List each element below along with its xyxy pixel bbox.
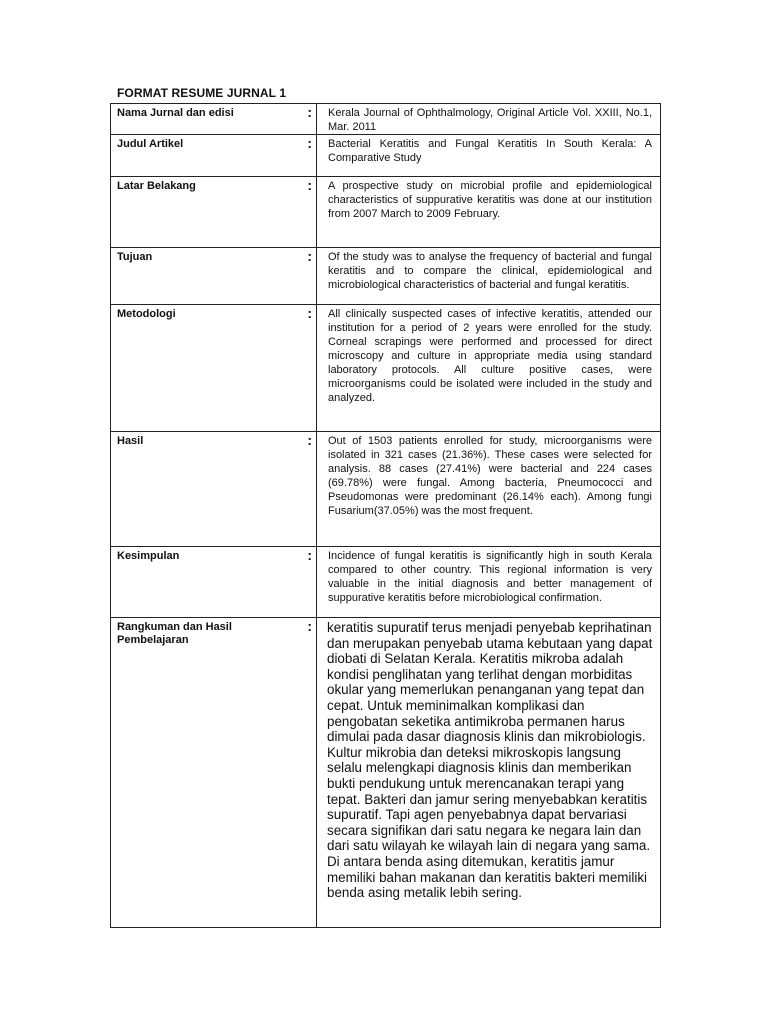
row-label: Metodologi bbox=[111, 305, 304, 432]
row-colon: : bbox=[304, 432, 317, 547]
row-colon: : bbox=[304, 104, 317, 135]
row-value: A prospective study on microbial profile and epidemiological characteristics of suppurative keratitis was done at our institution from 2007 March to 2009 February. bbox=[317, 177, 661, 248]
row-label: Nama Jurnal dan edisi bbox=[111, 104, 304, 135]
row-metodologi bbox=[111, 305, 661, 432]
row-value: Kerala Journal of Ophthalmology, Original Article Vol. XXIII, No.1, Mar. 2011 bbox=[317, 104, 661, 135]
row-hasil bbox=[111, 432, 661, 547]
row-rangkuman bbox=[111, 618, 661, 928]
row-value: All clinically suspected cases of infective keratitis, attended our institution for a period of 2 years were enrolled for the study. Corneal scrapings were performed and processed for direct microscopy and culture in appropriate media using standard laboratory protocols. All culture positive cases, were microorganisms could be isolated were included in the study and analyzed. bbox=[317, 305, 661, 432]
row-tujuan bbox=[111, 248, 661, 305]
row-colon: : bbox=[304, 305, 317, 432]
row-label: Tujuan bbox=[111, 248, 304, 305]
row-value: keratitis supuratif terus menjadi penyebab keprihatinan dan merupakan penyebab utama kebutaan yang dapat diobati di Selatan Kerala. Keratitis mikroba adalah kondisi penglihatan yang terlihat dengan morbiditas okular yang memerlukan penanganan yang tepat dan cepat. Untuk meminimalkan komplikasi dan pengobatan seketika antimikroba permanen harus dimulai pada dasar diagnosis klinis dan mikrobiologis. Kultur mikrobia dan deteksi mikroskopis langsung selalu melengkapi diagnosis klinis dan memberikan bukti pendukung untuk merencanakan terapi yang tepat. Bakteri dan jamur sering menyebabkan keratitis supuratif. Tapi agen penyebabnya dapat bervariasi secara signifikan dari satu negara ke negara lain dan dari satu wilayah ke wilayah lain di negara yang sama. Di antara benda asing ditemukan, keratitis jamur memiliki bahan makanan dan keratitis bakteri memiliki benda asing metalik lebih sering. bbox=[317, 618, 661, 928]
resume-table bbox=[110, 103, 661, 928]
row-label: Kesimpulan bbox=[111, 547, 304, 618]
row-label: Latar Belakang bbox=[111, 177, 304, 248]
row-latar-belakang bbox=[111, 177, 661, 248]
row-colon: : bbox=[304, 135, 317, 177]
row-label: Judul Artikel bbox=[111, 135, 304, 177]
row-value: Of the study was to analyse the frequency of bacterial and fungal keratitis and to compare the clinical, epidemiological and microbiological characteristics of bacterial and fungal keratitis. bbox=[317, 248, 661, 305]
row-label-line: Rangkuman dan Hasil bbox=[117, 621, 232, 633]
document-title: FORMAT RESUME JURNAL 1 bbox=[117, 86, 287, 100]
row-colon: : bbox=[304, 177, 317, 248]
row-nama-jurnal bbox=[111, 104, 661, 135]
row-value: Bacterial Keratitis and Fungal Keratitis In South Kerala: A Comparative Study bbox=[317, 135, 661, 177]
row-label: Hasil bbox=[111, 432, 304, 547]
row-kesimpulan bbox=[111, 547, 661, 618]
row-value: Out of 1503 patients enrolled for study, microorganisms were isolated in 321 cases (21.36%). These cases were selected for analysis. 88 cases (27.41%) were bacterial and 224 cases (69.78%) were fungal. Among bacteria, Pneumococci and Pseudomonas were predominant (26.14% each). Among fungi Fusarium(37.05%) was the most frequent. bbox=[317, 432, 661, 547]
row-colon: : bbox=[304, 248, 317, 305]
row-colon: : bbox=[304, 618, 317, 928]
row-label bbox=[111, 618, 304, 928]
row-judul-artikel bbox=[111, 135, 661, 177]
row-value: Incidence of fungal keratitis is significantly high in south Kerala compared to other country. This regional information is very valuable in the initial diagnosis and better management of suppurative keratitis before microbiological confirmation. bbox=[317, 547, 661, 618]
row-label-line: Pembelajaran bbox=[117, 634, 189, 646]
row-colon: : bbox=[304, 547, 317, 618]
